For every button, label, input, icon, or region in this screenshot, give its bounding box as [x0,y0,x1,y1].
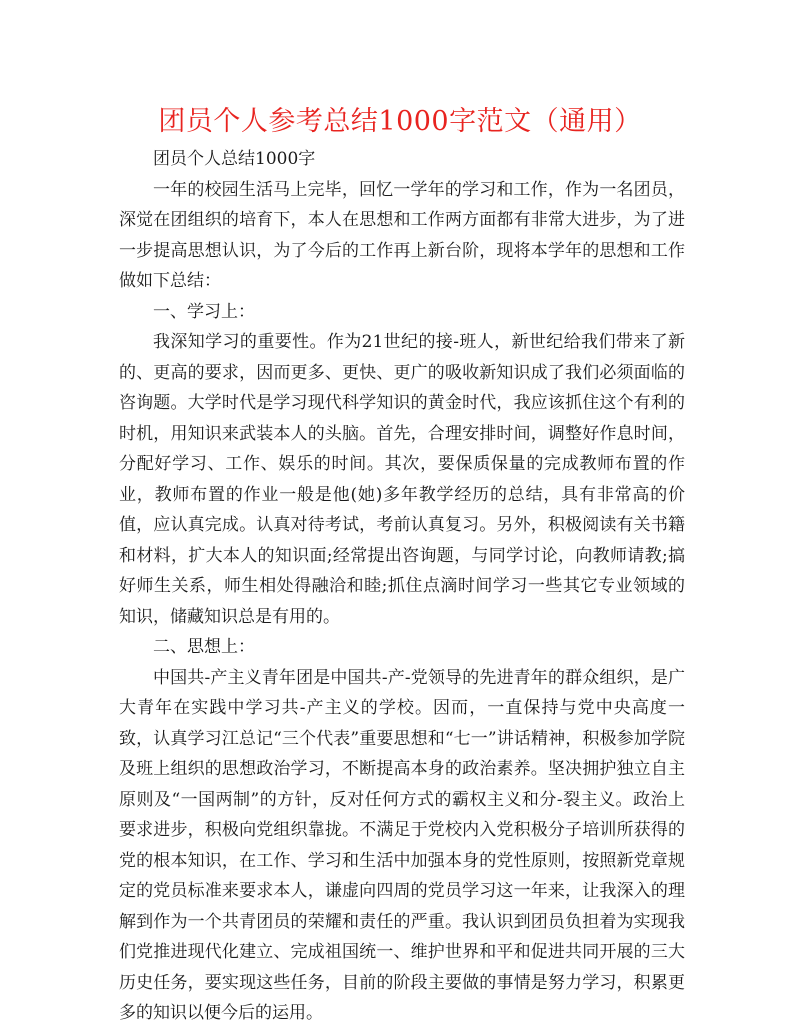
section-body-thought: 中国共-产主义青年团是中国共-产-党领导的先进青年的群众组织，是广大青年在实践中学习共-产主义的学校。因而，一直保持与党中央高度一致，认真学习江总记“三个代表”重要思想和“七一”讲话精神，积极参加学院及班上组织的思想政治学习，不断提高本身的政治素养。坚决拥护独立自主原则及“一国两制”的方针，反对任何方式的霸权主义和分-裂主义。政治上要求进步，积极向党组织靠拢。不满足于党校内入党积极分子培训所获得的党的根本知识，在工作、学习和生活中加强本身的党性原则，按照新党章规定的党员标准来要求本人，谦虚向四周的党员学习这一年来，让我深入的理解到作为一个共青团员的荣耀和责任的严重。我认识到团员负担着为实现我们党推进现代化建立、完成祖国统一、维护世界和平和促进共同开展的三大历史任务，要实现这些任务，目前的阶段主要做的事情是努力学习，积累更多的知识以便今后的运用。 [119,667,685,1023]
document-body [119,144,685,1029]
section-body-study: 我深知学习的重要性。作为21世纪的接-班人，新世纪给我们带来了新的、更高的要求，因而更多、更快、更广的吸收新知识成了我们必须面临的咨询题。大学时代是学习现代科学知识的黄金时代，我应该抓住这个有利的时机，用知识来武装本人的头脑。首先，合理安排时间，调整好作息时间，分配好学习、工作、娱乐的时间。其次，要保质保量的完成教师布置的作业，教师布置的作业一般是他(她)多年教学经历的总结，具有非常高的价值，应认真完成。认真对待考试，考前认真复习。另外，积极阅读有关书籍和材料，扩大本人的知识面;经常提出咨询题，与同学讨论，向教师请教;搞好师生关系，师生相处得融洽和睦;抓住点滴时间学习一些其它专业领域的知识，储藏知识总是有用的。 [119,332,685,627]
document-subtitle: 团员个人总结1000字 [153,149,316,169]
intro-paragraph: 一年的校园生活马上完毕，回忆一学年的学习和工作，作为一名团员，深觉在团组织的培育下，本人在思想和工作两方面都有非常大进步，为了进一步提高思想认识，为了今后的工作再上新台阶，现将本学年的思想和工作做如下总结： [119,179,685,291]
section-heading-study: 一、学习上： [153,301,255,322]
section-heading-thought: 二、思想上： [153,637,255,657]
document-title: 团员个人参考总结1000字范文（通用） [158,106,642,137]
